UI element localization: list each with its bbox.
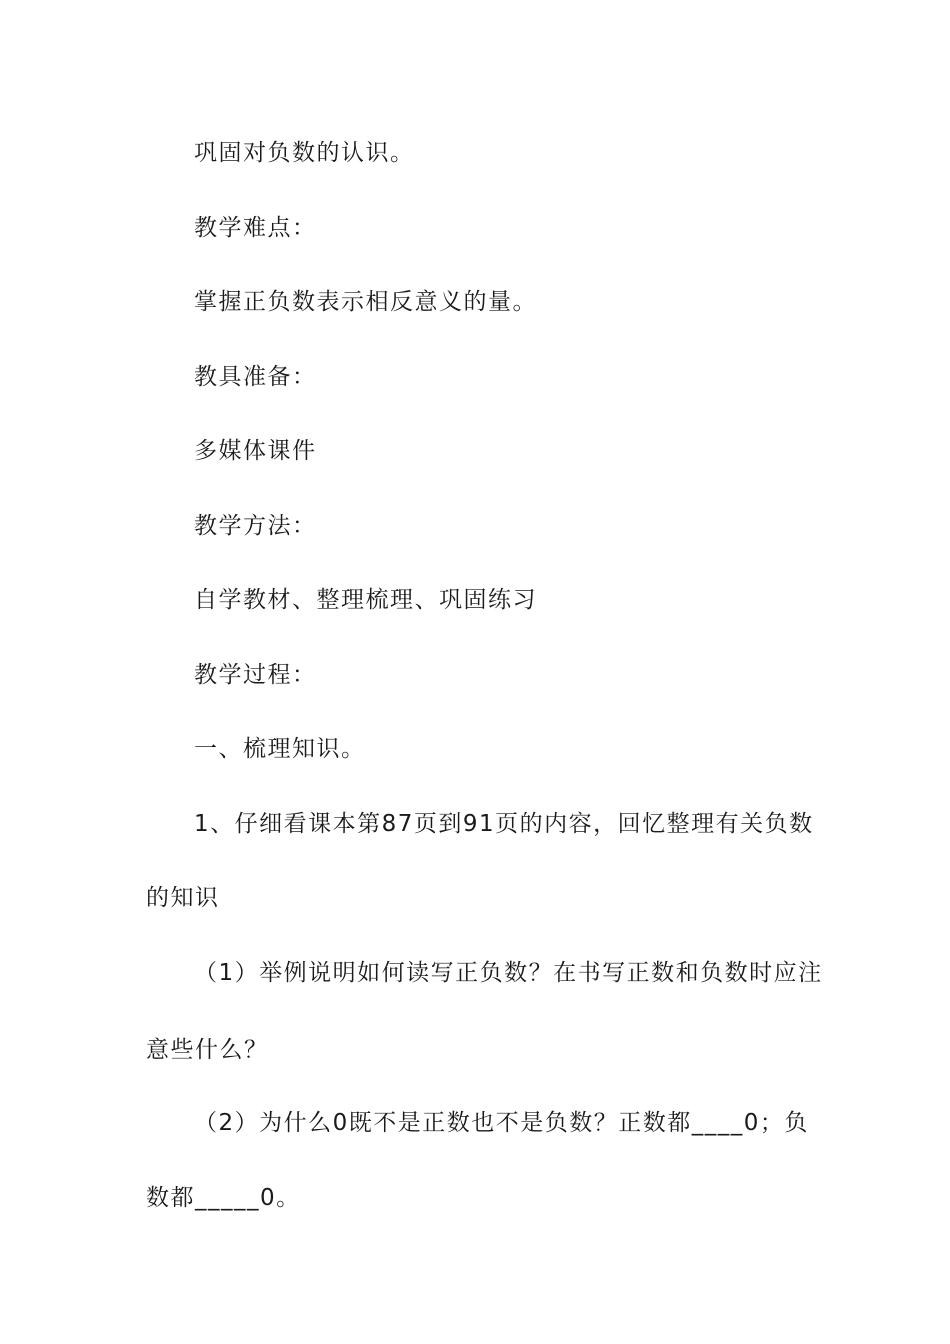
paragraph-line: 1、仔细看课本第87页到91页的内容，回忆整理有关负数 xyxy=(194,811,814,837)
section-heading: 教学方法： xyxy=(194,513,317,539)
text-line: 掌握正负数表示相反意义的量。 xyxy=(194,289,537,315)
paragraph-line: 的知识 xyxy=(146,885,220,911)
question-line: （1）举例说明如何读写正负数？在书写正数和负数时应注 xyxy=(194,960,823,986)
question-line: 意些什么？ xyxy=(146,1037,269,1063)
text-line: 自学教材、整理梳理、巩固练习 xyxy=(194,587,537,613)
question-line: 数都_____0。 xyxy=(146,1185,301,1211)
question-line: （2）为什么0既不是正数也不是负数？正数都____0；负 xyxy=(194,1110,809,1136)
section-heading: 教学难点： xyxy=(194,215,317,241)
text-line: 多媒体课件 xyxy=(194,438,317,464)
section-heading: 教具准备： xyxy=(194,364,317,390)
section-heading: 教学过程： xyxy=(194,662,317,688)
text-line: 一、梳理知识。 xyxy=(194,736,366,762)
text-line: 巩固对负数的认识。 xyxy=(194,140,415,166)
